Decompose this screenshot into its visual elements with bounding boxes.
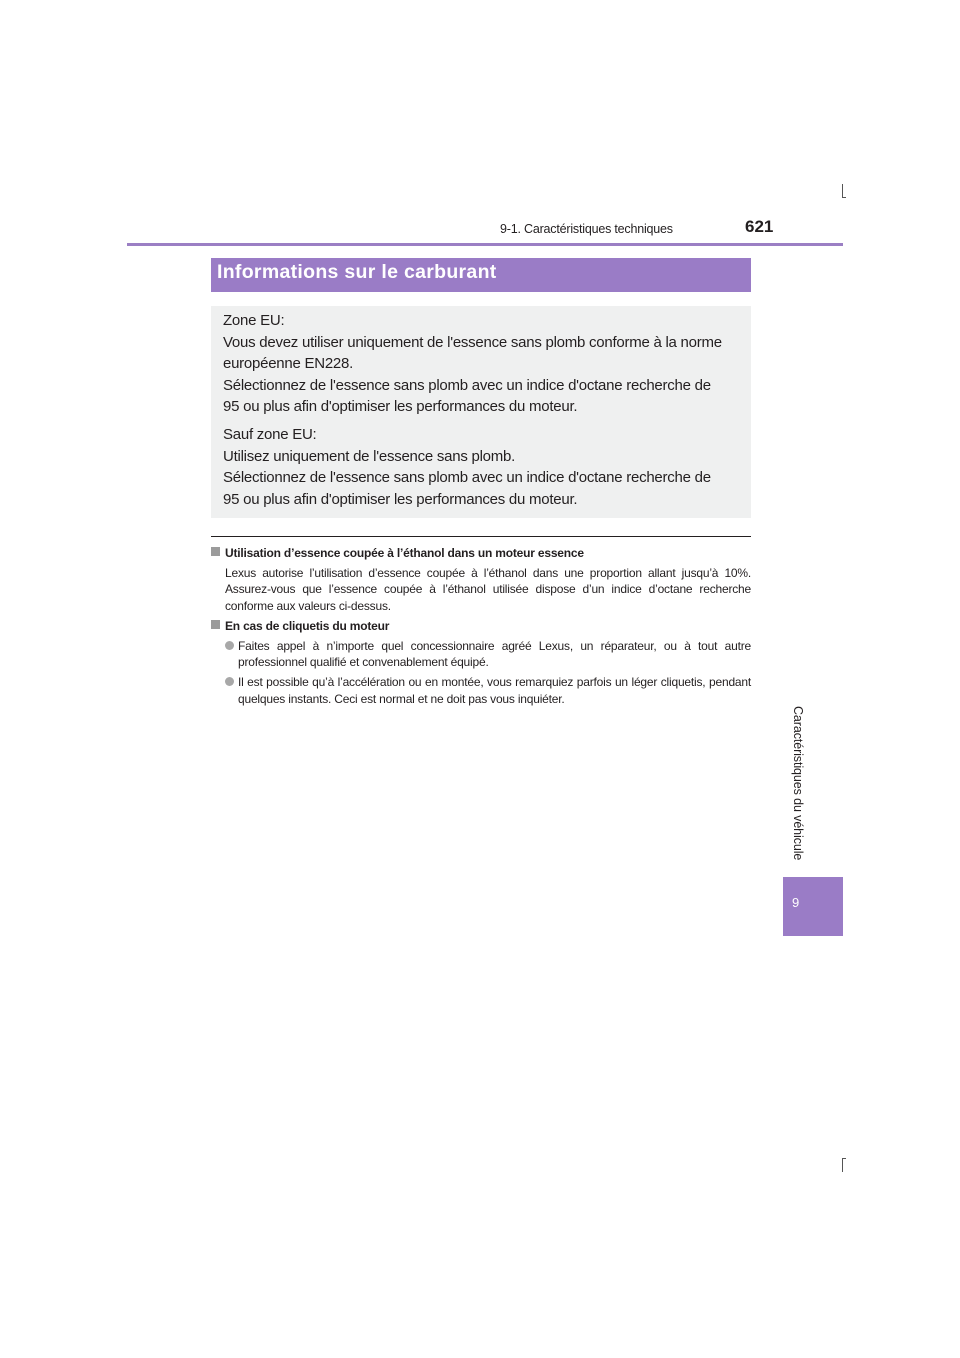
note-body-ethanol: Lexus autorise l’utilisation d’essence coupée à l’éthanol dans une proportion allant jusqu’à 10%. Assurez-vous que l’essence coupée à l’éthanol utilisée dispose d’un indice d’octane recherche conforme aux valeurs ci-dessus. [225,566,751,613]
header-rule [127,243,843,246]
info-line: européenne EN228. [223,355,354,373]
note-heading-text: Utilisation d’essence coupée à l’éthanol dans un moteur essence [225,546,584,560]
info-line: 95 ou plus afin d'optimiser les performances du moteur. [223,490,578,508]
list-item-text: Faites appel à n’importe quel concessionnaire agréé Lexus, un réparateur, ou à tout autre professionnel qualifié et convenablement équipé. [238,639,751,670]
crop-mark-bottom [842,1158,843,1172]
info-line: 95 ou plus afin d'optimiser les performances du moteur. [223,398,578,416]
note-heading-text: En cas de cliquetis du moteur [225,618,390,633]
round-bullet-icon [225,641,234,650]
header-section-title: 9-1. Caractéristiques techniques [500,222,673,236]
section-divider [211,536,751,537]
list-item [225,638,751,670]
section-title-bar [211,258,751,292]
info-line: Sélectionnez de l'essence sans plomb avec un indice d'octane recherche de [223,376,711,394]
round-bullet-icon [225,677,234,686]
fuel-info-box [211,306,751,518]
square-bullet-icon [211,620,220,629]
square-bullet-icon [211,547,220,556]
page-number: 621 [745,217,774,236]
list-item-text: Il est possible qu’à l’accélération ou en montée, vous remarquiez parfois un léger cliquetis, pendant quelques instants. Ceci est normal et ne doit pas vous inquiéter. [238,675,751,706]
list-item [225,674,751,706]
info-line: Utilisez uniquement de l'essence sans plomb. [223,447,516,465]
notes-section [211,545,751,711]
chapter-side-title: Caractéristiques du véhicule [791,706,805,861]
section-title: Informations sur le carburant [217,261,497,283]
crop-mark-top [842,184,843,198]
info-line: Sauf zone EU: [223,425,317,443]
info-line: Sélectionnez de l'essence sans plomb avec un indice d'octane recherche de [223,469,711,487]
chapter-number: 9 [792,895,800,910]
info-line: Zone EU: [223,312,285,329]
chapter-tab [783,877,843,936]
note-heading-ethanol [211,545,751,561]
note-heading-knocking [211,618,751,634]
info-line: Vous devez utiliser uniquement de l'essence sans plomb conforme à la norme [223,333,722,351]
